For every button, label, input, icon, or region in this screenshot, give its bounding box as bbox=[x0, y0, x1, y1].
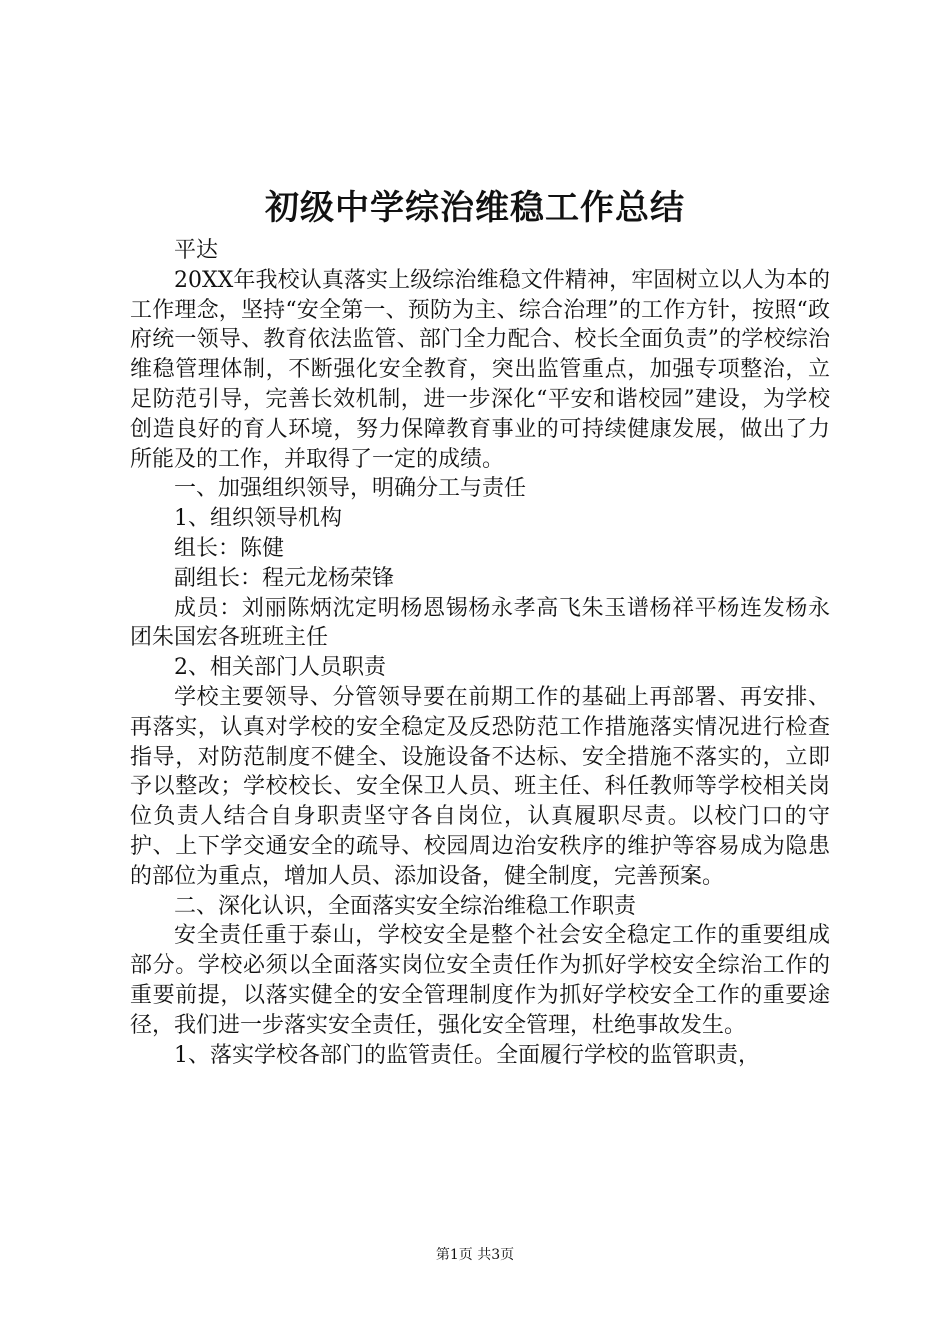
document-body bbox=[130, 236, 830, 1070]
document-title: 初级中学综治维稳工作总结 bbox=[265, 188, 685, 228]
paragraph-supervision: 1、落实学校各部门的监管责任。全面履行学校的监管职责， bbox=[174, 1042, 760, 1068]
leader-line: 组长：陈健 bbox=[174, 535, 285, 561]
members-line: 成员：刘丽陈炳沈定明杨恩锡杨永孝高飞朱玉谱杨祥平杨连发杨永团朱国宏各班班主任 bbox=[130, 595, 830, 651]
heading-section-1: 一、加强组织领导，明确分工与责任 bbox=[174, 476, 527, 502]
subheading-duties: 2、相关部门人员职责 bbox=[174, 655, 386, 681]
subheading-organization: 1、组织领导机构 bbox=[174, 506, 342, 532]
deputy-leader-line: 副组长：程元龙杨荣锋 bbox=[174, 565, 395, 591]
paragraph-responsibility: 安全责任重于泰山，学校安全是整个社会安全稳定工作的重要组成部分。学校必须以全面落实岗位安全责任作为抓好学校安全综治工作的重要前提，以落实健全的安全管理制度作为抓好学校安全工作的重要途径，我们进一步落实安全责任，强化安全管理，杜绝事故发生。 bbox=[130, 923, 830, 1038]
page-number: 第1页 共3页 bbox=[435, 1247, 515, 1263]
author-line: 平达 bbox=[174, 238, 219, 263]
paragraph-intro: 20XX年我校认真落实上级综治维稳文件精神，牢固树立以人为本的工作理念，坚持“安全第一、预防为主、综合治理”的工作方针，按照“政府统一领导、教育依法监管、部门全力配合、校长全面负责”的学校综治维稳管理体制，不断强化安全教育，突出监管重点，加强专项整治，立足防范引导，完善长效机制，进一步深化“平安和谐校园”建设，为学校创造良好的育人环境，努力保障教育事业的可持续健康发展，做出了力所能及的工作，并取得了一定的成绩。 bbox=[130, 267, 830, 472]
heading-section-2: 二、深化认识，全面落实安全综治维稳工作职责 bbox=[174, 893, 637, 919]
paragraph-duties: 学校主要领导、分管领导要在前期工作的基础上再部署、再安排、再落实，认真对学校的安全稳定及反恐防范工作措施落实情况进行检查指导，对防范制度不健全、设施设备不达标、安全措施不落实的，立即予以整改；学校校长、安全保卫人员、班主任、科任教师等学校相关岗位负责人结合自身职责坚守各自岗位，认真履职尽责。以校门口的守护、上下学交通安全的疏导、校园周边治安秩序的维护等容易成为隐患的部位为重点，增加人员、添加设备，健全制度，完善预案。 bbox=[130, 684, 830, 889]
